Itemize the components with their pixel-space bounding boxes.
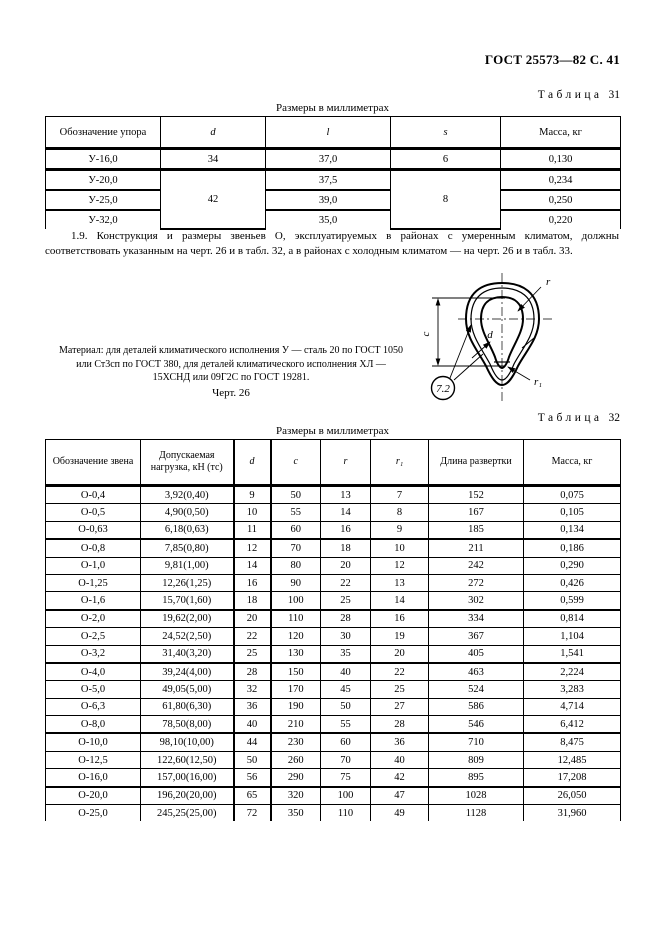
table-cell: 22 [234, 628, 271, 645]
table-cell: 40 [371, 751, 429, 768]
table31-label-word: Таблица [537, 89, 603, 101]
column-header: Допускаемая нагрузка, кН (тс) [141, 440, 234, 486]
column-header: Обозначение звена [46, 440, 141, 486]
table-cell: У-16,0 [46, 149, 161, 170]
table-cell: 3,92(0,40) [141, 486, 234, 504]
table-cell: 211 [429, 539, 524, 557]
table-cell: 4,90(0,50) [141, 504, 234, 521]
table-cell: 185 [429, 521, 524, 539]
table-cell: О-1,6 [46, 592, 141, 610]
table-cell: О-0,8 [46, 539, 141, 557]
column-header: r [321, 440, 371, 486]
table-row [46, 610, 621, 628]
table-cell: О-0,63 [46, 521, 141, 539]
table-cell: О-3,2 [46, 645, 141, 663]
table-cell: О-20,0 [46, 787, 141, 805]
table32-caption: Размеры в миллиметрах [276, 425, 389, 437]
table-cell: 120 [271, 628, 321, 645]
table-cell: 39,24(4,00) [141, 663, 234, 681]
table-cell: 12,26(1,25) [141, 574, 234, 591]
table-cell-merged: 8 [391, 170, 501, 230]
table-cell: 100 [321, 787, 371, 805]
table-cell: 157,00(16,00) [141, 769, 234, 787]
table-cell: 0,105 [524, 504, 621, 521]
table-cell: 28 [371, 716, 429, 734]
table-cell: 0,234 [501, 170, 621, 191]
table-cell: 16 [321, 521, 371, 539]
table-cell: О-12,5 [46, 751, 141, 768]
table-cell: 710 [429, 733, 524, 751]
table-31 [45, 116, 621, 230]
column-header: c [271, 440, 321, 486]
table-cell: 37,5 [266, 170, 391, 191]
table-row [46, 504, 621, 521]
table-32 [45, 439, 621, 821]
table-row [46, 557, 621, 574]
table-cell: 4,714 [524, 698, 621, 715]
table-cell: О-4,0 [46, 663, 141, 681]
page-title: ГОСТ 25573—82 С. 41 [484, 52, 620, 67]
table-cell: 72 [234, 805, 271, 822]
table-cell: 122,60(12,50) [141, 751, 234, 768]
table-row [46, 190, 621, 210]
table-row [46, 210, 621, 229]
table-row [46, 521, 621, 539]
table-cell: 30 [321, 628, 371, 645]
table-cell: 22 [321, 574, 371, 591]
table-cell: У-32,0 [46, 210, 161, 229]
table-header-row [46, 117, 621, 149]
table-cell: 60 [321, 733, 371, 751]
table-cell: 0,075 [524, 486, 621, 504]
table-cell: 0,290 [524, 557, 621, 574]
table-cell: 0,250 [501, 190, 621, 210]
table-cell: 0,814 [524, 610, 621, 628]
table-cell: 14 [234, 557, 271, 574]
table-cell: 260 [271, 751, 321, 768]
table-cell: 61,80(6,30) [141, 698, 234, 715]
table-cell: 26,050 [524, 787, 621, 805]
figure-caption: Черт. 26 [212, 387, 250, 399]
table-cell: 0,186 [524, 539, 621, 557]
table-cell: 20 [371, 645, 429, 663]
surface-mark-value: 7.2 [436, 383, 450, 395]
table-cell: 524 [429, 681, 524, 698]
table-cell: 78,50(8,00) [141, 716, 234, 734]
table-cell: О-8,0 [46, 716, 141, 734]
table-cell: 17,208 [524, 769, 621, 787]
table-cell: 39,0 [266, 190, 391, 210]
table-cell: 0,130 [501, 149, 621, 170]
material-line: или Ст3сп по ГОСТ 380, для деталей климатического исполнения ХЛ — [76, 358, 386, 370]
table-cell: 25 [321, 592, 371, 610]
table-cell: 7 [371, 486, 429, 504]
table-cell: 36 [234, 698, 271, 715]
table-cell: 170 [271, 681, 321, 698]
table-cell: 32 [234, 681, 271, 698]
table-cell: О-1,0 [46, 557, 141, 574]
mark-leader-line-1 [450, 325, 471, 378]
paragraph-1-9: 1.9. Конструкция и размеры звеньев О, эксплуатируемых в районах с умеренным климатом, должны соответствовать указанным на черт. 26 и в табл. 32, а в районах с холодным климатом — на черт. 26 и в табл. 33. [45, 230, 619, 257]
table-cell: 35 [321, 645, 371, 663]
table-row [46, 592, 621, 610]
table-cell: 60 [271, 521, 321, 539]
table-cell: О-2,5 [46, 628, 141, 645]
table-cell: 90 [271, 574, 321, 591]
table-cell: 19 [371, 628, 429, 645]
table-cell: 49 [371, 805, 429, 822]
table-cell: 14 [321, 504, 371, 521]
table-cell: 6 [391, 149, 501, 170]
table-cell: 49,05(5,00) [141, 681, 234, 698]
table-cell: 10 [234, 504, 271, 521]
table-cell: 150 [271, 663, 321, 681]
table-cell: 27 [371, 698, 429, 715]
table-cell: 70 [321, 751, 371, 768]
material-line: 15ХСНД или 09Г2С по ГОСТ 19281. [152, 372, 310, 383]
table-cell: 272 [429, 574, 524, 591]
table-row [46, 698, 621, 715]
table-cell: 25 [234, 645, 271, 663]
table-row [46, 805, 621, 822]
table-cell: 12,485 [524, 751, 621, 768]
table-cell: 13 [321, 486, 371, 504]
table-cell: 34 [161, 149, 266, 170]
table32-label [538, 412, 620, 424]
table-cell: 37,0 [266, 149, 391, 170]
table-cell: 31,960 [524, 805, 621, 822]
table-cell: 320 [271, 787, 321, 805]
table-cell: О-2,0 [46, 610, 141, 628]
dimension-label-d: d [487, 329, 493, 341]
table-row [46, 170, 621, 191]
table-cell: 12 [234, 539, 271, 557]
table-cell: 1128 [429, 805, 524, 822]
table-cell: 242 [429, 557, 524, 574]
table-cell: 56 [234, 769, 271, 787]
pear-link-figure [412, 270, 602, 406]
table-cell: 18 [234, 592, 271, 610]
table-cell: 367 [429, 628, 524, 645]
table-cell: 40 [321, 663, 371, 681]
material-line: Материал: для деталей климатического исполнения У — сталь 20 по ГОСТ 1050 [59, 345, 403, 356]
table31-label-number: 31 [608, 89, 620, 101]
table-row [46, 539, 621, 557]
table-cell: 6,412 [524, 716, 621, 734]
table-cell: 0,426 [524, 574, 621, 591]
table-cell: 290 [271, 769, 321, 787]
table-cell-merged: 42 [161, 170, 266, 230]
table-cell: 45 [321, 681, 371, 698]
table-cell: 190 [271, 698, 321, 715]
table-cell: 35,0 [266, 210, 391, 229]
table-row [46, 787, 621, 805]
table-cell: 55 [271, 504, 321, 521]
table-cell: 40 [234, 716, 271, 734]
table-cell: 20 [234, 610, 271, 628]
table-cell: 80 [271, 557, 321, 574]
table-cell: 1,104 [524, 628, 621, 645]
table31-label [538, 89, 620, 101]
table-cell: 8,475 [524, 733, 621, 751]
table-cell: 47 [371, 787, 429, 805]
column-header: Обозначение упора [46, 117, 161, 149]
table-cell: О-0,5 [46, 504, 141, 521]
table-cell: 98,10(10,00) [141, 733, 234, 751]
table-cell: 16 [371, 610, 429, 628]
table-cell: 19,62(2,00) [141, 610, 234, 628]
arrow-down-icon [436, 359, 441, 367]
table31-caption: Размеры в миллиметрах [276, 102, 389, 114]
table-cell: 28 [321, 610, 371, 628]
table-cell: 9 [234, 486, 271, 504]
table-cell: 65 [234, 787, 271, 805]
table-cell: 24,52(2,50) [141, 628, 234, 645]
table-cell: 167 [429, 504, 524, 521]
table32-label-number: 32 [608, 412, 620, 424]
table-cell: 44 [234, 733, 271, 751]
table-cell: 245,25(25,00) [141, 805, 234, 822]
table-cell: 405 [429, 645, 524, 663]
table-cell: 3,283 [524, 681, 621, 698]
table-cell: 15,70(1,60) [141, 592, 234, 610]
table-cell: 0,599 [524, 592, 621, 610]
table-cell: 0,134 [524, 521, 621, 539]
arrow-up-icon [436, 298, 441, 306]
table-row [46, 733, 621, 751]
table-row [46, 628, 621, 645]
table-row [46, 769, 621, 787]
table-cell: 25 [371, 681, 429, 698]
table-cell: 16 [234, 574, 271, 591]
table-cell: 152 [429, 486, 524, 504]
table-row [46, 716, 621, 734]
table32-label-word: Таблица [537, 412, 603, 424]
material-note [45, 344, 417, 385]
table-cell: О-0,4 [46, 486, 141, 504]
table-cell: 50 [321, 698, 371, 715]
column-header: d [161, 117, 266, 149]
table-cell: 10 [371, 539, 429, 557]
table-cell: У-25,0 [46, 190, 161, 210]
table-cell: 13 [371, 574, 429, 591]
link-drawing [412, 270, 602, 406]
table-cell: 18 [321, 539, 371, 557]
table-cell: 50 [234, 751, 271, 768]
table-cell: 75 [321, 769, 371, 787]
table-row [46, 645, 621, 663]
table-cell: 230 [271, 733, 321, 751]
dimension-label-r: r [546, 276, 551, 288]
table-row [46, 149, 621, 170]
column-header: Длина развертки [429, 440, 524, 486]
table-row [46, 486, 621, 504]
table-cell: У-20,0 [46, 170, 161, 191]
table-cell: 546 [429, 716, 524, 734]
table-cell: 463 [429, 663, 524, 681]
table-cell: 196,20(20,00) [141, 787, 234, 805]
column-header: r₁ [371, 440, 429, 486]
table-cell: 586 [429, 698, 524, 715]
table-cell: 100 [271, 592, 321, 610]
table-cell: 895 [429, 769, 524, 787]
table-cell: 55 [321, 716, 371, 734]
column-header: Масса, кг [501, 117, 621, 149]
table32-body [46, 486, 621, 822]
table-cell: О-16,0 [46, 769, 141, 787]
table-cell: 36 [371, 733, 429, 751]
table-cell: 302 [429, 592, 524, 610]
table-cell: О-10,0 [46, 733, 141, 751]
table-cell: 334 [429, 610, 524, 628]
table-cell: 9,81(1,00) [141, 557, 234, 574]
table-cell: 8 [371, 504, 429, 521]
table-cell: 70 [271, 539, 321, 557]
table-header-row [46, 440, 621, 486]
table-cell: О-5,0 [46, 681, 141, 698]
table-cell: 130 [271, 645, 321, 663]
table-cell: 14 [371, 592, 429, 610]
column-header: s [391, 117, 501, 149]
table-cell: 0,220 [501, 210, 621, 229]
dimension-label-r1: r₁ [534, 376, 543, 388]
table-cell: 210 [271, 716, 321, 734]
table-cell: О-25,0 [46, 805, 141, 822]
table-cell: 9 [371, 521, 429, 539]
table-row [46, 574, 621, 591]
table-cell: 22 [371, 663, 429, 681]
table-cell: 42 [371, 769, 429, 787]
table-cell: 350 [271, 805, 321, 822]
dimension-label-c: c [420, 331, 432, 337]
table-cell: 809 [429, 751, 524, 768]
column-header: Масса, кг [524, 440, 621, 486]
table-cell: 11 [234, 521, 271, 539]
table-cell: 110 [271, 610, 321, 628]
table-cell: 31,40(3,20) [141, 645, 234, 663]
table-cell: О-1,25 [46, 574, 141, 591]
table-row [46, 751, 621, 768]
table-cell: 20 [321, 557, 371, 574]
table-cell: 2,224 [524, 663, 621, 681]
column-header: d [234, 440, 271, 486]
table-cell: 6,18(0,63) [141, 521, 234, 539]
table-cell: 28 [234, 663, 271, 681]
table-cell: 50 [271, 486, 321, 504]
table-cell: 1,541 [524, 645, 621, 663]
column-header: l [266, 117, 391, 149]
table-cell: О-6,3 [46, 698, 141, 715]
table-cell: 7,85(0,80) [141, 539, 234, 557]
table-cell: 1028 [429, 787, 524, 805]
table-cell: 12 [371, 557, 429, 574]
table-cell: 110 [321, 805, 371, 822]
table-row [46, 663, 621, 681]
table-row [46, 681, 621, 698]
